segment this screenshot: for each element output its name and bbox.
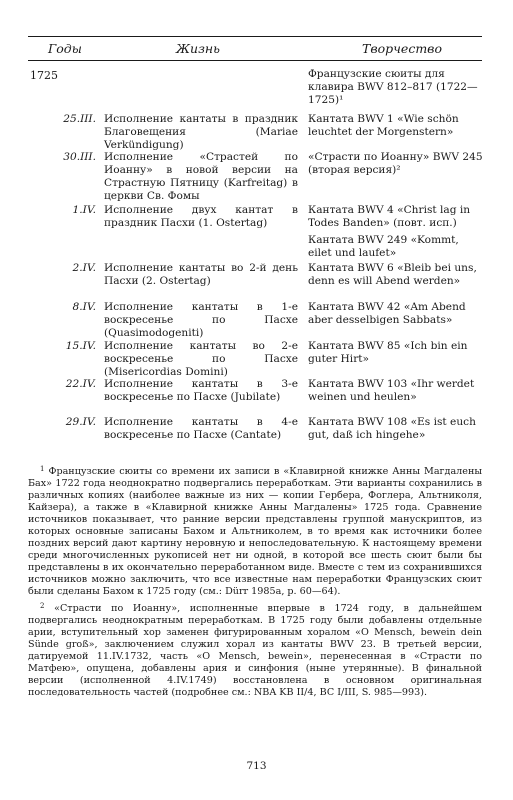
row-works — [308, 340, 484, 366]
row-work: Кантата BWV 103 «Ihr werdet weinen und heulen» — [308, 378, 475, 403]
row-work: Кантата BWV 6 «Bleib bei uns, denn es will Abend werden» — [308, 262, 477, 287]
row-date: 30.III. — [63, 151, 96, 163]
row-life: Исполнение «Страстей по Иоанну» в новой версии на Страстную Пятницу (Karfreitag) в церкви Св. Фомы — [104, 151, 298, 202]
row-works — [308, 301, 484, 327]
row-works — [308, 378, 484, 404]
footnotes — [28, 463, 482, 701]
table-top-rule — [28, 36, 482, 37]
row-life: Исполнение кантаты в 1-е воскресенье по Пасхе (Quasimodogeniti) — [104, 301, 298, 339]
header-life: Жизнь — [176, 41, 220, 56]
row-life: Исполнение кантаты в праздник Благовещения (Mariae Verkündigung) — [104, 113, 298, 151]
footnote — [28, 463, 482, 598]
header-years: Годы — [48, 41, 82, 56]
row-life: Исполнение кантаты в 4-е воскресенье по Пасхе (Cantate) — [104, 416, 298, 441]
page-number: 713 — [246, 760, 267, 772]
header-works: Творчество — [362, 41, 442, 56]
row-date: 22.IV. — [65, 378, 96, 390]
row-work: Кантата BWV 1 «Wie schön leuchtet der Morgenstern» — [308, 113, 459, 138]
row-work: Кантата BWV 108 «Es ist euch gut, daß ich hingehe» — [308, 416, 476, 441]
row-date: 8.IV. — [72, 301, 96, 313]
row-work: Кантата BWV 85 «Ich bin ein guter Hirt» — [308, 340, 468, 365]
row-works — [308, 151, 484, 177]
row-date: 25.III. — [63, 113, 96, 125]
footnote-text: Французские сюиты со времени их записи в «Клавирной книжке Анны Магдалены Бах» 1722 года неоднократно подвергались переработкам. Эти варианты сохранились в различных копиях (наиболее важные из них — копии Гербера, Фоглера, Альтниколя, Кайзера), а также в «Клавирной книжке Анны Магдалены» 1725 года. Сравнение источников показывает, что ранние версии представлены группой манускриптов, из которых основные записаны Бахом и Альтниколем, в то время как источники более поздних версий дают картину неровную и непоследовательную. К настоящему времени среди многочисленных рукописей нет ни одной, в которой все шесть сюит были бы представлены в их окончательно переработанном виде. Вместе с тем из сохранившихся источников можно заключить, что все известные нам переработки Французских сюит были сделаны Бахом к 1725 году (см.: Dürr 1985a, p. 60—64). — [28, 466, 482, 597]
footnote — [28, 600, 482, 699]
row-date: 15.IV. — [65, 340, 96, 352]
row-work: Кантата BWV 42 «Am Abend aber desselbigen Sabbats» — [308, 301, 466, 326]
row-date: 29.IV. — [65, 416, 96, 428]
footnote-mark: 1 — [40, 465, 45, 473]
year-1725: 1725 — [30, 69, 58, 82]
row-date: 1.IV. — [72, 204, 96, 216]
row-life: Исполнение кантаты во 2-е воскресенье по Пасхе (Misericordias Domini) — [104, 340, 298, 378]
row-works — [308, 204, 484, 260]
table-header-rule — [28, 60, 482, 61]
row-works — [308, 416, 484, 442]
footnote-mark: 2 — [40, 602, 45, 610]
row-life: Исполнение кантаты во 2-й день Пасхи (2. Ostertag) — [104, 262, 298, 287]
row-date: 2.IV. — [72, 262, 96, 274]
footnote-text: «Страсти по Иоанну», исполненные впервые в 1724 году, в дальнейшем подвергались неоднократным переработкам. В 1725 году были добавлены отдельные арии, вступительный хор заменен фигурированным хоралом «O Mensch, bewein dein Sünde groß», заключением служил хорал из кантаты BWV 23. В третьей версии, датируемой 11.IV.1732, часть «O Mensch, bewein», перенесенная в «Страсти по Матфею», опущена, добавлены ария и синфония (ныне утерянные). В финальной версии (исполненной 4.IV.1749) восстановлена в основном оригинальная последовательность частей (подробнее см.: NBA KB II/4, BC I/III, S. 985—993). — [28, 603, 482, 698]
row-work: Кантата BWV 249 «Kommt, eilet und laufet» — [308, 234, 459, 259]
row-life: Исполнение кантаты в 3-е воскресенье по Пасхе (Jubilate) — [104, 378, 298, 403]
row-works — [308, 262, 484, 288]
row-life: Исполнение двух кантат в праздник Пасхи (1. Ostertag) — [104, 204, 298, 229]
row-work: Кантата BWV 4 «Christ lag in Todes Banden» (повт. исп.) — [308, 204, 471, 229]
intro-work: Французские сюиты для клавира BWV 812–817 (1722—1725)¹ — [308, 68, 478, 106]
row-works — [308, 113, 484, 139]
row-work: «Страсти по Иоанну» BWV 245 (вторая версия)² — [308, 151, 483, 176]
